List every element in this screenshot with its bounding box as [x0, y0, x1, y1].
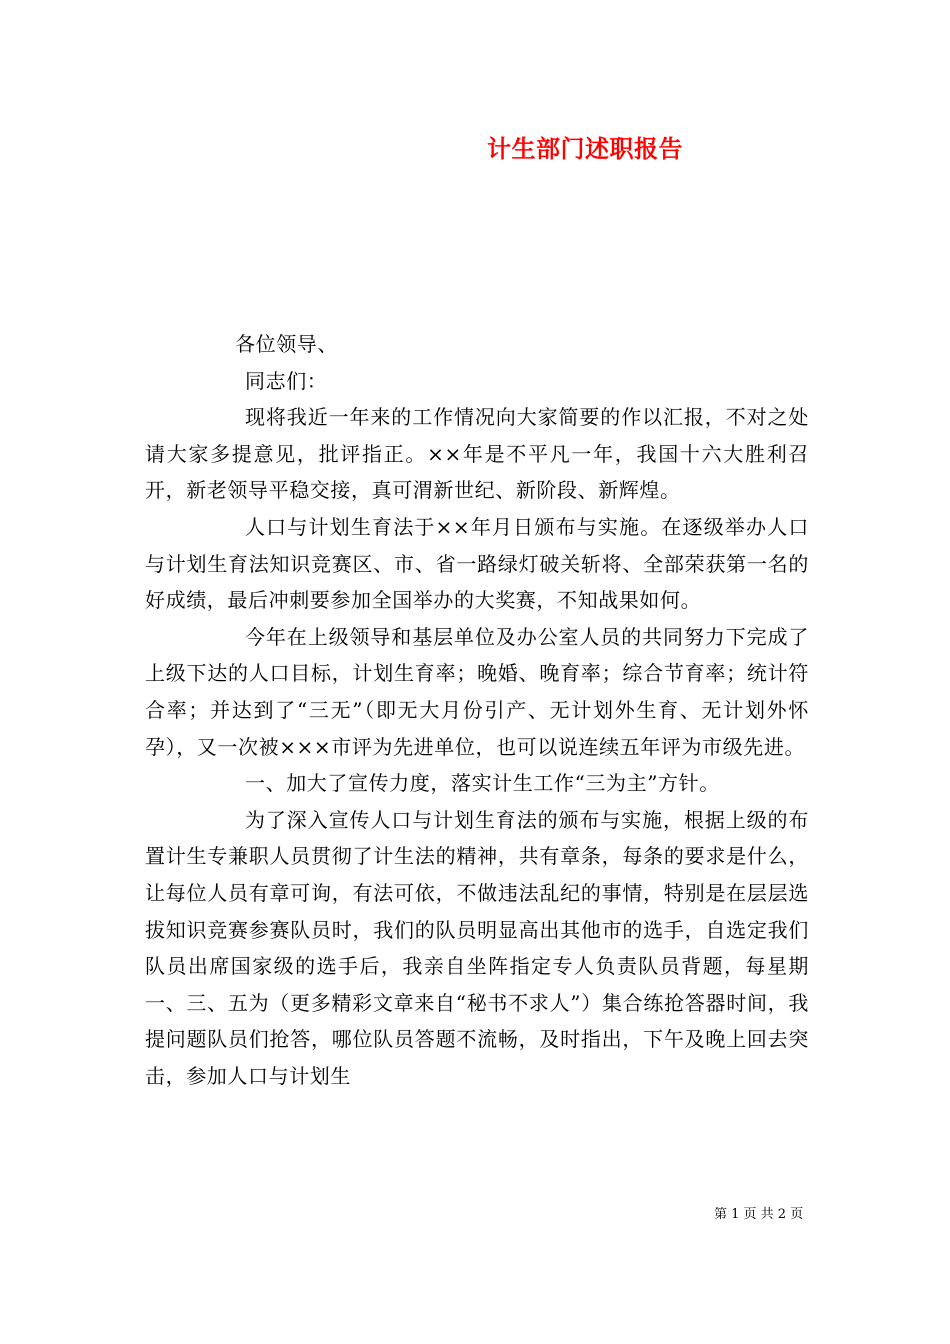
document-body: [145, 326, 809, 1094]
salutation-comrades: 同志们：: [245, 368, 328, 393]
paragraph-law-contest: 人口与计划生育法于××年月日颁布与实施。在逐级举办人口与计划生育法知识竞赛区、市、省一路绿灯破关斩将、全部荣获第一名的好成绩，最后冲刺要参加全国举办的大奖赛，不知战果如何。: [145, 514, 809, 613]
section-heading-1: 一、加大了宣传力度，落实计生工作“三为主”方针。: [245, 771, 720, 796]
document-title: 计生部门述职报告: [487, 134, 683, 163]
paragraph-publicity: 为了深入宣传人口与计划生育法的颁布与实施，根据上级的布置计生专兼职人员贯彻了计生法的精神，共有章条，每条的要求是什么，让每位人员有章可询，有法可依，不做违法乱纪的事情，特别是在层层选拔知识竞赛参赛队员时，我们的队员明显高出其他市的选手，自选定我们队员出席国家级的选手后，我亲自坐阵指定专人负责队员背题，每星期一、三、五为（更多精彩文章来自“秘书不求人”）集合练抢答器时间，我提问题队员们抢答，哪位队员答题不流畅，及时指出，下午及晚上回去突击，参加人口与计划生: [145, 807, 809, 1088]
page-footer: 第 1 页 共 2 页: [714, 1207, 804, 1222]
salutation-leaders: 各位领导、: [235, 332, 338, 356]
paragraph-intro: 现将我近一年来的工作情况向大家简要的作以汇报，不对之处请大家多提意见，批评指正。××年是不平凡一年，我国十六大胜利召开，新老领导平稳交接，真可渭新世纪、新阶段、新辉煌。: [145, 405, 809, 503]
paragraph-achievements: 今年在上级领导和基层单位及办公室人员的共同努力下完成了上级下达的人口目标，计划生育率；晚婚、晚育率；综合节育率；统计符合率；并达到了“三无”（即无大月份引产、无计划外生育、无计划外怀孕），又一次被×××市评为先进单位，也可以说连续五年评为市级先进。: [145, 624, 809, 759]
